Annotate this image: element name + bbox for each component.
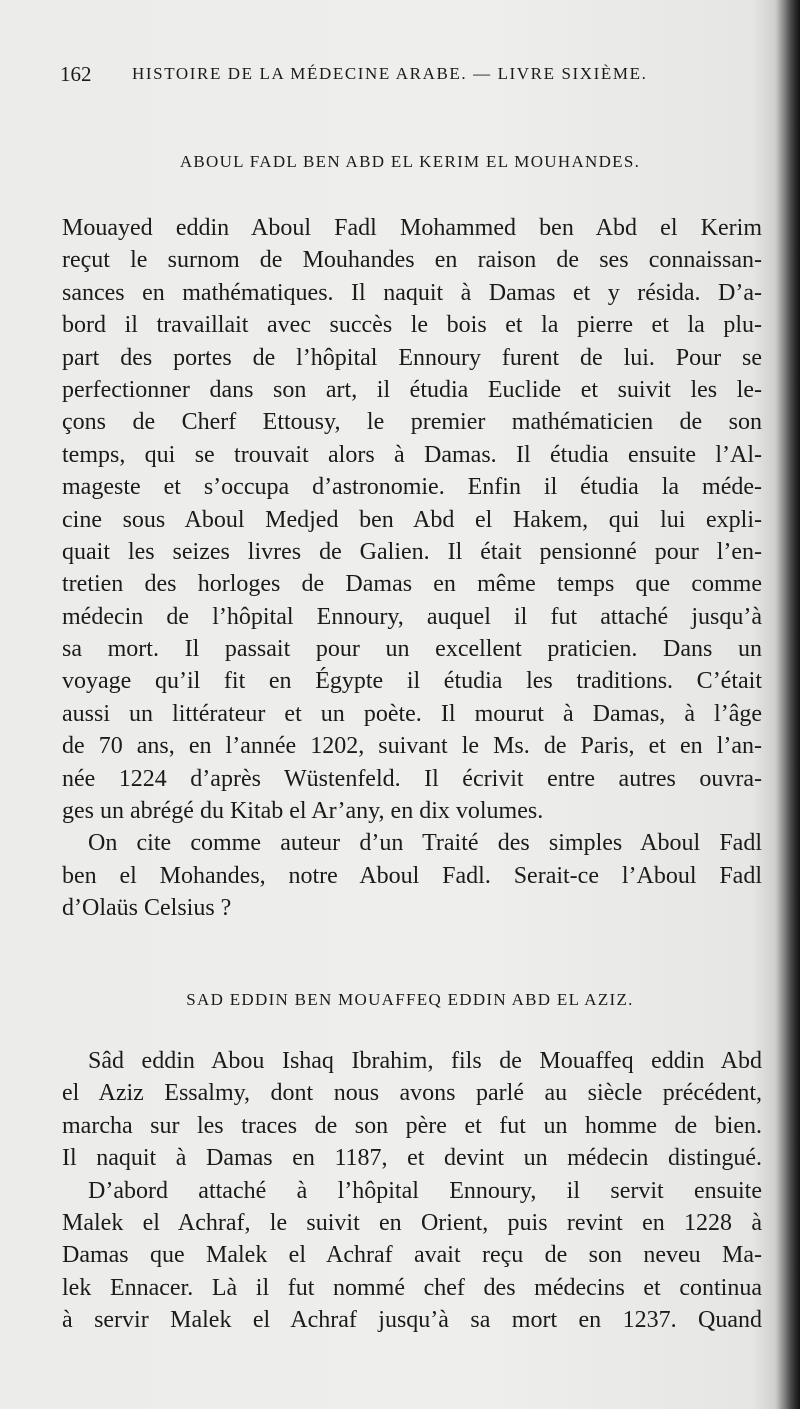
text-line: Damas que Malek el Achraf avait reçu de son neveu Ma- xyxy=(62,1242,762,1269)
text-line: Malek el Achraf, le suivit en Orient, puis revint en 1228 à xyxy=(62,1209,762,1236)
text-line: ges un abrégé du Kitab el Ar’any, en dix volumes. xyxy=(62,798,544,825)
text-line: lek Ennacer. Là il fut nommé chef des médecins et continua xyxy=(62,1274,762,1301)
text-line: marcha sur les traces de son père et fut un homme de bien. xyxy=(62,1112,762,1139)
text-line: Il naquit à Damas en 1187, et devint un médecin distingué. xyxy=(62,1145,762,1172)
text-line: d’Olaüs Celsius ? xyxy=(62,895,232,922)
text-line: temps, qui se trouvait alors à Damas. Il étudia ensuite l’Al- xyxy=(62,441,762,468)
text-line: sa mort. Il passait pour un excellent praticien. Dans un xyxy=(62,636,762,663)
section-heading-sad-eddin: SAD EDDIN BEN MOUAFFEQ EDDIN ABD EL AZIZ. xyxy=(186,990,634,1009)
page-edge-shadow xyxy=(774,0,800,1409)
text-line: quait les seizes livres de Galien. Il était pensionné pour l’en- xyxy=(62,538,762,565)
text-line: ben el Mohandes, notre Aboul Fadl. Serait-ce l’Aboul Fadl xyxy=(62,862,762,889)
text-line: çons de Cherf Ettousy, le premier mathématicien de son xyxy=(62,409,762,436)
text-line: part des portes de l’hôpital Ennoury furent de lui. Pour se xyxy=(62,344,762,371)
text-line: voyage qu’il fit en Égypte il étudia les traditions. C’était xyxy=(62,668,762,695)
text-line: mageste et s’occupa d’astronomie. Enfin il étudia la méde- xyxy=(62,474,762,501)
text-line: perfectionner dans son art, il étudia Euclide et suivit les le- xyxy=(62,376,762,403)
text-line: el Aziz Essalmy, dont nous avons parlé au siècle précédent, xyxy=(62,1080,762,1107)
text-line: bord il travaillait avec succès le bois et la pierre et la plu- xyxy=(62,312,762,339)
text-line: de 70 ans, en l’année 1202, suivant le Ms. de Paris, et en l’an- xyxy=(62,733,762,760)
page-number: 162 xyxy=(60,62,92,86)
text-line: Mouayed eddin Aboul Fadl Mohammed ben Abd el Kerim xyxy=(62,215,762,241)
running-head-title: HISTOIRE DE LA MÉDECINE ARABE. — LIVRE SIXIÈME. xyxy=(132,64,648,83)
section-body-sad-eddin xyxy=(62,1045,762,1337)
text-line: médecin de l’hôpital Ennoury, auquel il fut attaché jusqu’à xyxy=(62,603,762,630)
text-line: tretien des horloges de Damas en même temps que comme xyxy=(62,571,762,598)
text-line: à servir Malek el Achraf jusqu’à sa mort en 1237. Quand xyxy=(62,1307,762,1334)
text-line: aussi un littérateur et un poète. Il mourut à Damas, à l’âge xyxy=(62,700,762,727)
text-line: Sâd eddin Abou Ishaq Ibrahim, fils de Mouaffeq eddin Abd xyxy=(88,1048,762,1074)
text-line: cine sous Aboul Medjed ben Abd el Hakem, qui lui expli- xyxy=(62,506,762,533)
section-heading-aboul-fadl: ABOUL FADL BEN ABD EL KERIM EL MOUHANDES. xyxy=(179,152,641,171)
text-line: reçut le surnom de Mouhandes en raison de ses connaissan- xyxy=(62,247,762,274)
text-line: D’abord attaché à l’hôpital Ennoury, il servit ensuite xyxy=(88,1177,762,1204)
text-line: sances en mathématiques. Il naquit à Damas et y résida. D’a- xyxy=(62,279,762,306)
running-head xyxy=(60,62,760,90)
text-line: née 1224 d’après Wüstenfeld. Il écrivit entre autres ouvra- xyxy=(62,765,762,792)
text-line: On cite comme auteur d’un Traité des simples Aboul Fadl xyxy=(88,830,762,857)
section-body-aboul-fadl xyxy=(62,212,762,925)
